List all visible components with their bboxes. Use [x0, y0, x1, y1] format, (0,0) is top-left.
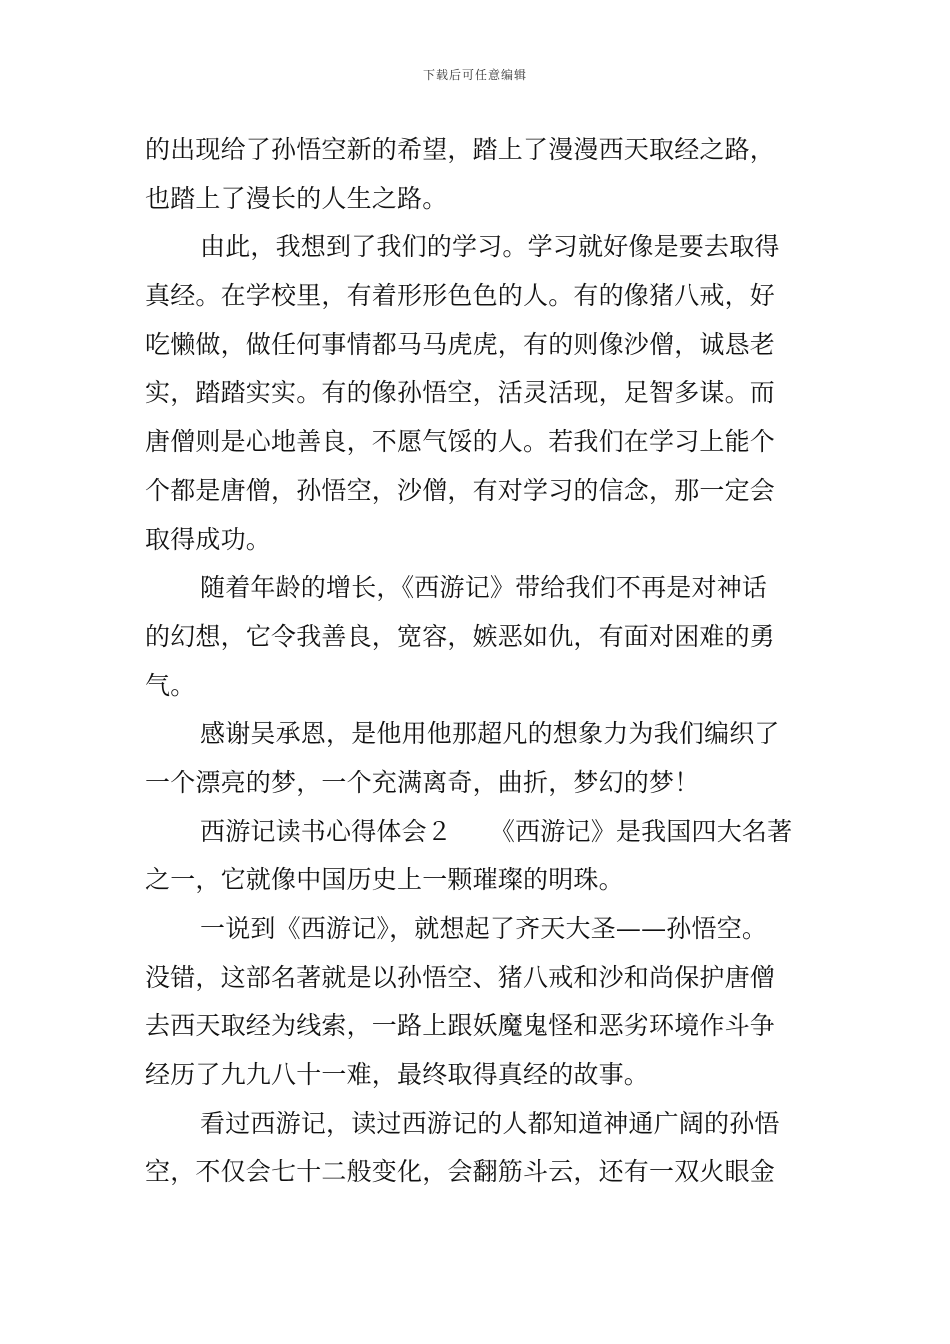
text-line: 一说到《西游记》，就想起了齐天大圣——孙悟空。 [200, 914, 768, 943]
text-line: 空，不仅会七十二般变化，会翻筋斗云，还有一双火眼金 [145, 1157, 776, 1187]
section-heading-line: 西游记读书心得体会２ 《西游记》是我国四大名著 [200, 816, 793, 846]
text-line: 唐僧则是心地善良，不愿气馁的人。若我们在学习上能个 [145, 427, 776, 457]
text-line: 由此，我想到了我们的学习。学习就好像是要去取得 [200, 232, 780, 262]
text-line: 的幻想，它令我善良，宽容，嫉恶如仇，有面对困难的勇 [145, 621, 776, 651]
text-line: 没错，这部名著就是以孙悟空、猪八戒和沙和尚保护唐僧 [145, 962, 776, 992]
document-body [145, 126, 810, 1197]
text-line: 真经。在学校里，有着形形色色的人。有的像猪八戒，好 [145, 281, 776, 311]
text-line: 气。 [145, 670, 196, 700]
text-line: 吃懒做，做任何事情都马马虎虎，有的则像沙僧，诚恳老 [145, 329, 776, 359]
header-note: 下载后可任意编辑 [422, 68, 527, 82]
text-line: 取得成功。 [145, 524, 272, 554]
text-line: 个都是唐僧，孙悟空，沙僧，有对学习的信念，那一定会 [145, 475, 776, 505]
text-line: 经历了九九八十一难，最终取得真经的故事。 [145, 1060, 650, 1090]
text-line: 感谢吴承恩，是他用他那超凡的想象力为我们编织了 [200, 719, 780, 749]
text-line: 看过西游记，读过西游记的人都知道神通广阔的孙悟 [200, 1108, 780, 1138]
text-line: 去西天取经为线索，一路上跟妖魔鬼怪和恶劣环境作斗争 [145, 1011, 776, 1041]
text-line: 随着年龄的增长，《西游记》带给我们不再是对神话 [200, 573, 768, 603]
text-line: 也踏上了漫长的人生之路。 [145, 183, 448, 213]
text-line: 一个漂亮的梦，一个充满离奇，曲折，梦幻的梦！ [145, 767, 700, 797]
text-line: 之一，它就像中国历史上一颗璀璨的明珠。 [145, 865, 624, 895]
text-line: 的出现给了孙悟空新的希望，踏上了漫漫西天取经之路， [145, 135, 776, 164]
text-line: 实，踏踏实实。有的像孙悟空，活灵活现，足智多谋。而 [145, 378, 776, 408]
